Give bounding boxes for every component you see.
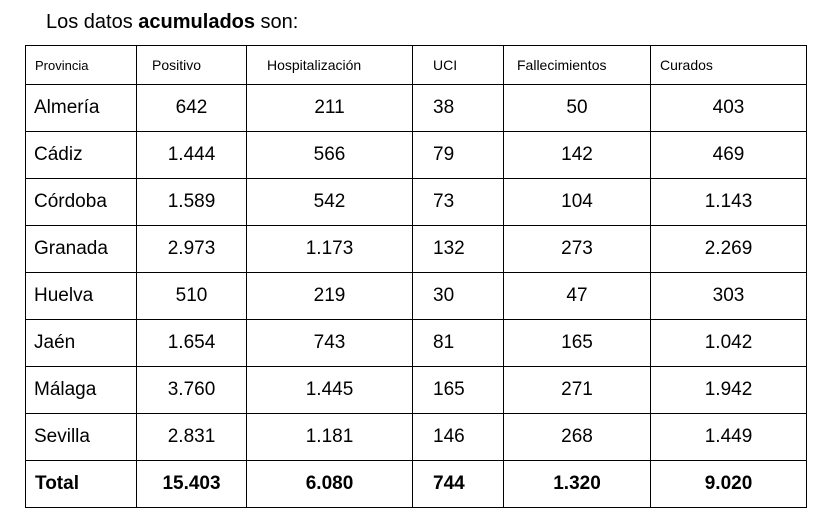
cell-fallecimientos: 271 [504, 367, 651, 414]
table-header-row [26, 46, 807, 85]
cell-uci: 146 [413, 414, 504, 461]
cell-fallecimientos: 142 [504, 132, 651, 179]
total-label: Total [26, 461, 137, 508]
cell-positivo: 1.444 [137, 132, 247, 179]
cell-hospitalizacion: 1.173 [247, 226, 413, 273]
cell-hospitalizacion: 1.181 [247, 414, 413, 461]
cell-curados: 469 [651, 132, 807, 179]
cell-positivo: 2.831 [137, 414, 247, 461]
cell-fallecimientos: 47 [504, 273, 651, 320]
cell-uci: 132 [413, 226, 504, 273]
table-row [26, 132, 807, 179]
table-row [26, 414, 807, 461]
cell-provincia: Málaga [26, 367, 137, 414]
cell-hospitalizacion: 743 [247, 320, 413, 367]
cell-fallecimientos: 273 [504, 226, 651, 273]
accumulated-data-table [25, 45, 807, 508]
cell-curados: 1.143 [651, 179, 807, 226]
cell-provincia: Sevilla [26, 414, 137, 461]
cell-curados: 2.269 [651, 226, 807, 273]
cell-fallecimientos: 104 [504, 179, 651, 226]
cell-uci: 81 [413, 320, 504, 367]
cell-uci: 30 [413, 273, 504, 320]
total-curados: 9.020 [651, 461, 807, 508]
header-hospitalizacion: Hospitalización [247, 46, 413, 85]
cell-positivo: 3.760 [137, 367, 247, 414]
table-row [26, 85, 807, 132]
header-curados: Curados [651, 46, 807, 85]
cell-positivo: 2.973 [137, 226, 247, 273]
total-positivo: 15.403 [137, 461, 247, 508]
table-row [26, 273, 807, 320]
cell-curados: 1.942 [651, 367, 807, 414]
table-row [26, 320, 807, 367]
header-fallecimientos: Fallecimientos [504, 46, 651, 85]
cell-provincia: Jaén [26, 320, 137, 367]
cell-provincia: Granada [26, 226, 137, 273]
cell-uci: 73 [413, 179, 504, 226]
header-positivo: Positivo [137, 46, 247, 85]
cell-hospitalizacion: 1.445 [247, 367, 413, 414]
cell-provincia: Córdoba [26, 179, 137, 226]
cell-curados: 1.449 [651, 414, 807, 461]
intro-bold: acumulados [138, 11, 255, 33]
cell-hospitalizacion: 219 [247, 273, 413, 320]
cell-provincia: Almería [26, 85, 137, 132]
table-row [26, 367, 807, 414]
cell-fallecimientos: 165 [504, 320, 651, 367]
cell-hospitalizacion: 542 [247, 179, 413, 226]
total-hospitalizacion: 6.080 [247, 461, 413, 508]
cell-positivo: 1.654 [137, 320, 247, 367]
cell-positivo: 642 [137, 85, 247, 132]
intro-text [46, 8, 298, 36]
table-row [26, 179, 807, 226]
total-fallecimientos: 1.320 [504, 461, 651, 508]
cell-curados: 403 [651, 85, 807, 132]
cell-uci: 38 [413, 85, 504, 132]
table-total-row [26, 461, 807, 508]
intro-before: Los datos [46, 11, 139, 33]
cell-positivo: 510 [137, 273, 247, 320]
cell-uci: 79 [413, 132, 504, 179]
cell-hospitalizacion: 211 [247, 85, 413, 132]
cell-fallecimientos: 268 [504, 414, 651, 461]
total-uci: 744 [413, 461, 504, 508]
cell-curados: 1.042 [651, 320, 807, 367]
header-uci: UCI [413, 46, 504, 85]
cell-fallecimientos: 50 [504, 85, 651, 132]
table-row [26, 226, 807, 273]
cell-curados: 303 [651, 273, 807, 320]
cell-hospitalizacion: 566 [247, 132, 413, 179]
cell-positivo: 1.589 [137, 179, 247, 226]
cell-uci: 165 [413, 367, 504, 414]
header-provincia: Provincia [26, 46, 137, 85]
intro-after: son: [255, 11, 299, 33]
cell-provincia: Cádiz [26, 132, 137, 179]
cell-provincia: Huelva [26, 273, 137, 320]
